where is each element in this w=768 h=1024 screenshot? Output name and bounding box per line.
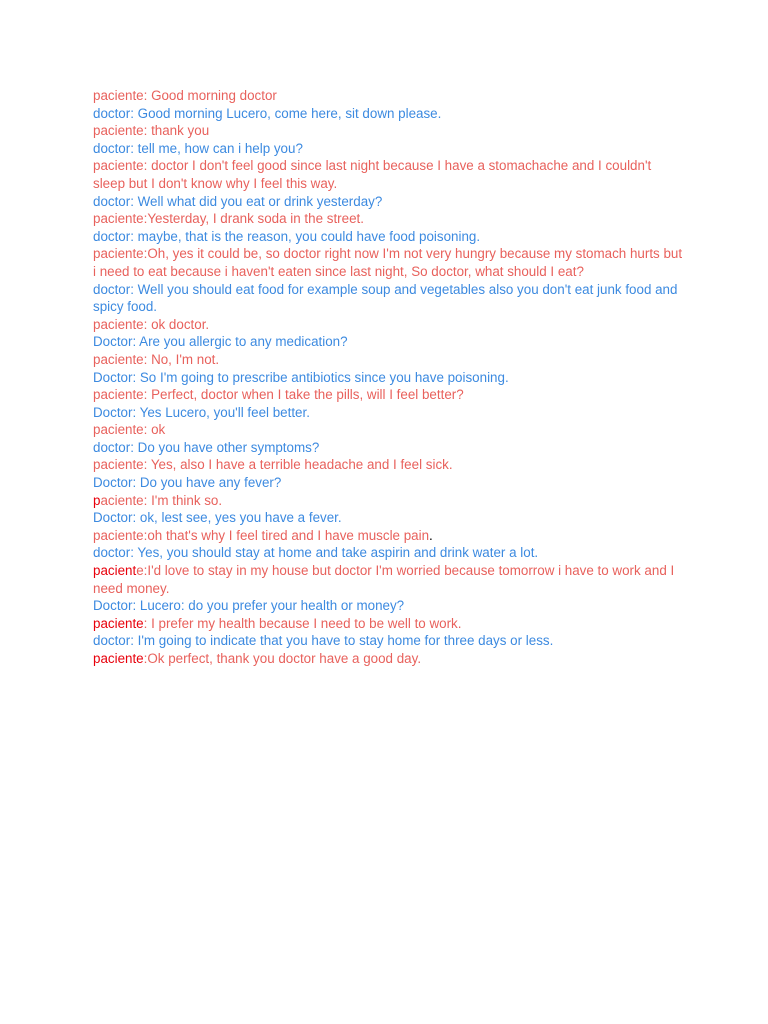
line-text: : I prefer my health because I need to be well to work.	[143, 615, 462, 631]
dialogue-line-doctor: doctor: Yes, you should stay at home and take aspirin and drink water a lot.	[93, 545, 539, 561]
line-text: :Ok perfect, thank you doctor have a good day.	[143, 651, 422, 666]
dialogue-line-paciente: paciente: Yes, also I have a terrible headache and I feel sick.	[93, 457, 453, 473]
dialogue-line-doctor: doctor: Do you have other symptoms?	[93, 439, 320, 455]
dialogue-line-doctor: doctor: Well what did you eat or drink yesterday?	[93, 193, 383, 209]
dialogue-line-doctor: Doctor: ok, lest see, yes you have a fever.	[93, 510, 342, 526]
dialogue-line-paciente	[93, 650, 683, 668]
dialogue-line-doctor: Doctor: Do you have any fever?	[93, 475, 282, 491]
dialogue-line-paciente: paciente:Yesterday, I drank soda in the street.	[93, 211, 364, 227]
dialogue-line-doctor: Doctor: So I'm going to prescribe antibiotics since you have poisoning.	[93, 369, 509, 385]
dialogue-line-doctor: doctor: I'm going to indicate that you have to stay home for three days or less.	[93, 633, 554, 649]
dialogue-line-doctor: doctor: maybe, that is the reason, you could have food poisoning.	[93, 228, 481, 244]
line-text: paciente:oh that's why I feel tired and I have muscle pain	[93, 527, 430, 543]
dialogue-line-paciente	[93, 527, 683, 545]
dialogue-document	[93, 87, 683, 668]
dialogue-line-paciente: paciente: thank you	[93, 123, 210, 139]
dialogue-line-paciente: paciente: doctor I don't feel good since last night because I have a stomachache and I couldn't sleep but I don't know why I feel this way.	[93, 158, 652, 191]
line-text: e:I'd love to stay in my house but doctor I'm worried because tomorrow i have to work and I need money.	[93, 563, 675, 596]
dialogue-line-paciente: paciente: No, I'm not.	[93, 351, 220, 367]
dialogue-line-paciente: paciente:Oh, yes it could be, so doctor right now I'm not very hungry because my stomach hurts but i need to eat because i haven't eaten since last night, So doctor, what should I eat?	[93, 246, 683, 279]
dialogue-line-paciente: paciente: ok	[93, 422, 166, 438]
speaker-label: paciente	[93, 651, 144, 666]
line-text: aciente: I'm think so.	[100, 492, 223, 508]
dialogue-line-doctor: doctor: tell me, how can i help you?	[93, 140, 303, 156]
dialogue-line-paciente	[93, 615, 683, 633]
dialogue-line-doctor: Doctor: Are you allergic to any medication?	[93, 334, 348, 350]
dialogue-line-doctor: doctor: Well you should eat food for example soup and vegetables also you don't eat junk food and spicy food.	[93, 281, 678, 315]
speaker-label: paciente	[93, 615, 144, 631]
dialogue-line-doctor: Doctor: Lucero: do you prefer your health or money?	[93, 598, 405, 614]
dialogue-line-paciente: paciente: Good morning doctor	[93, 88, 277, 103]
dialogue-line-paciente: paciente: Perfect, doctor when I take the pills, will I feel better?	[93, 387, 464, 403]
speaker-label: pacient	[93, 563, 137, 579]
line-period: .	[429, 527, 433, 543]
dialogue-line-paciente	[93, 562, 683, 597]
dialogue-line-doctor: Doctor: Yes Lucero, you'll feel better.	[93, 404, 310, 420]
dialogue-line-paciente	[93, 492, 683, 510]
dialogue-line-doctor: doctor: Good morning Lucero, come here, sit down please.	[93, 105, 442, 121]
dialogue-line-paciente: paciente: ok doctor.	[93, 316, 210, 332]
speaker-initial: p	[93, 492, 101, 508]
